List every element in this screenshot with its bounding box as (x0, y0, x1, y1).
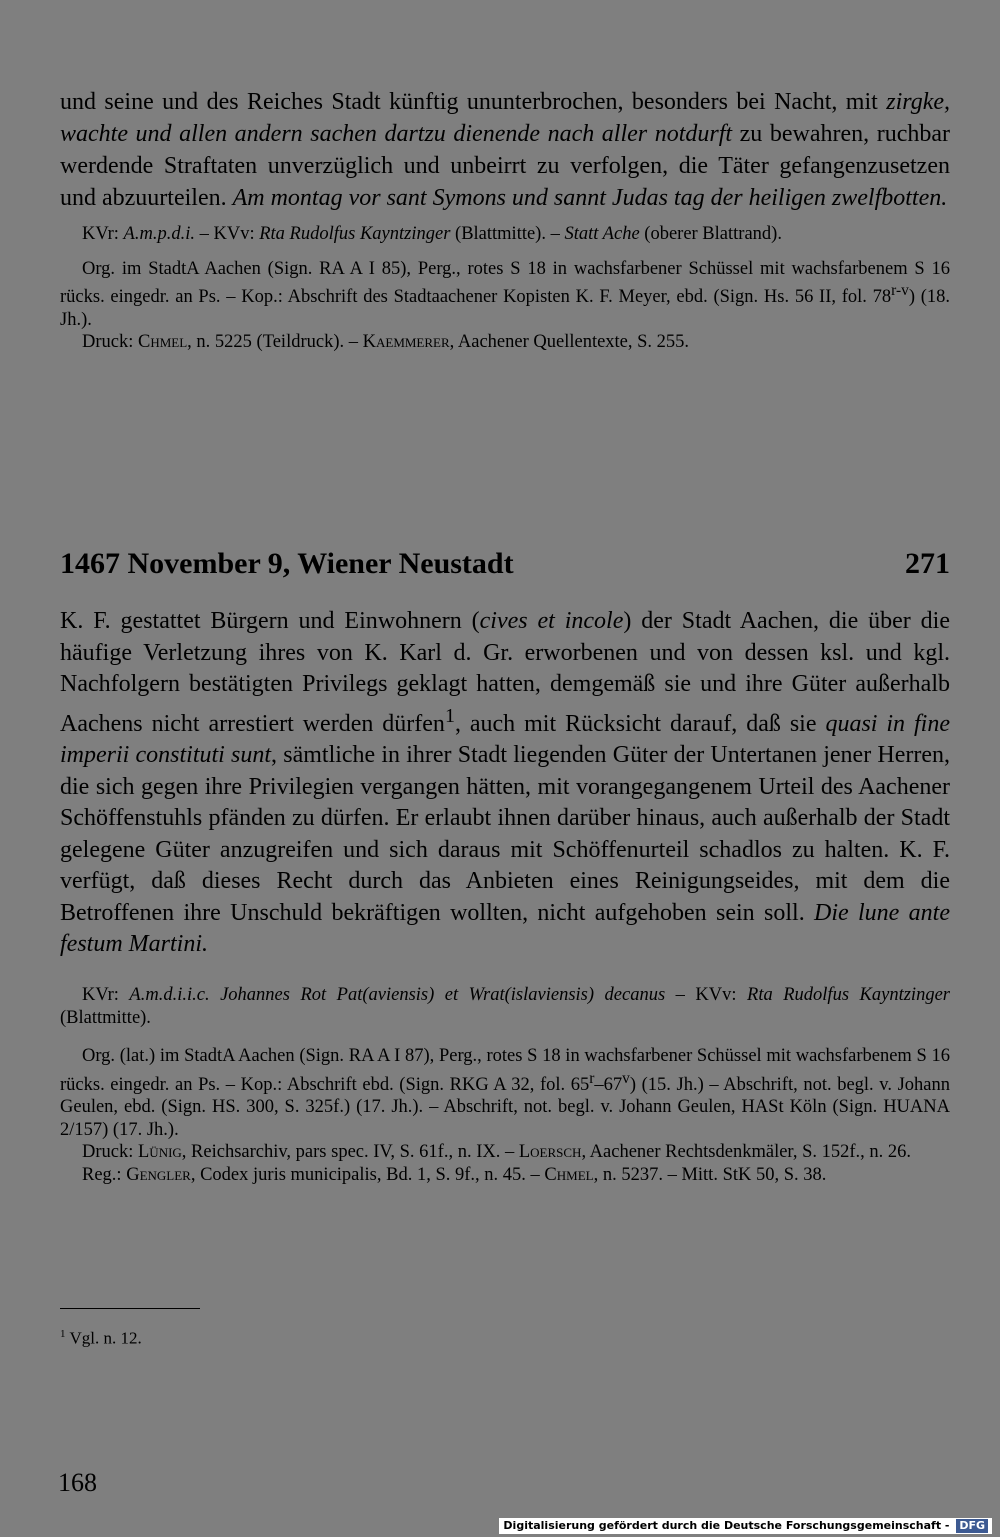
dating-clause: Die lune ante festum Martini. (60, 899, 950, 957)
text-italic: Rta Rudolfus Kayntzinger (259, 224, 451, 244)
superscript: r (589, 1069, 595, 1087)
entry-number: 271 (905, 547, 950, 580)
regest-text (60, 606, 950, 961)
text-span: – KVv: (194, 224, 260, 244)
text-span: ) der Stadt Aachen, die über die häufige Verletzung ihres von K. Karl d. Gr. erworbenen und von dessen ksl. und kgl. Nachfolgern bestätigten Privilegs geklagt hatten, demgemäß sie und ihre Güter außerhalb Aachens nicht arrestiert werden dürfen (60, 608, 950, 737)
text-span: , Reichsarchiv, pars spec. IV, S. 61f., n. IX. – (181, 1142, 519, 1163)
footnote-ref[interactable]: 1 (444, 704, 455, 727)
text-span: und seine und des Reiches Stadt künftig ununterbrochen, besonders bei Nacht, mit (60, 89, 887, 115)
text-span: KVr: (82, 985, 130, 1005)
digitization-credit (499, 1518, 992, 1534)
kanzleivermerk-note (60, 223, 950, 246)
regest-note (60, 1164, 950, 1187)
text-span: , auch mit Rücksicht darauf, daß sie (454, 710, 826, 737)
text-span: , Aachener Quellentexte, S. 255. (449, 332, 690, 353)
author-name: Lünig (138, 1142, 182, 1163)
text-span: , sämtliche in ihrer Stadt liegenden Güter der Untertanen jener Herren, die sich gegen ihre Privilegien vergangen hätten, mit vorangegangenem Urteil des Aachener Schöffenstuhls pfänden zu dürfen. Er erlaubt ihnen darüber hinaus, auch außerhalb der Stadt gelegene Güter anzugreifen und sich daraus mit Schöffenurteil schadlos zu halten. K. F. verfügt, daß dieses Recht durch das Anbieten eines Reinigungseides, mit dem die Betroffenen ihre Unschuld bekräftigen wollten, nicht aufgehoben sein soll. (60, 742, 950, 926)
footnote-text: Vgl. n. 12. (65, 1328, 142, 1348)
text-italic: quasi in fine imperii constituti sunt (60, 710, 950, 768)
text-span: –67 (594, 1074, 623, 1095)
text-span: , n. 5225 (Teildruck). – (187, 332, 363, 353)
footnote-divider (60, 1308, 200, 1309)
author-name: Gengler (126, 1164, 191, 1185)
kanzleivermerk-note (60, 984, 950, 1029)
credit-text: Digitalisierung gefördert durch die Deutsche Forschungsgemeinschaft - (503, 1519, 954, 1532)
author-name: Chmel (138, 332, 188, 353)
text-span: ) (18. Jh.). (60, 287, 950, 330)
text-span: , n. 5237. – Mitt. StK 50, S. 38. (593, 1164, 827, 1185)
footnote (60, 1323, 142, 1350)
text-italic: zirgke, wachte und allen andern sachen dartzu dienende nach aller notdurft (60, 89, 950, 147)
text-span: K. F. gestattet Bürgern und Einwohnern ( (60, 608, 480, 634)
author-name: Loersch (518, 1142, 582, 1163)
footnote-mark: 1 (60, 1328, 66, 1340)
dating-clause: Am montag vor sant Symons und sannt Judas tag der heiligen zwelfbotten. (232, 185, 948, 211)
text-italic: Statt Ache (564, 224, 640, 244)
druck-note (60, 331, 950, 354)
text-span: (Blattmitte). – (450, 224, 565, 244)
text-span: KVr: (82, 224, 124, 244)
text-span: – KVv: (665, 985, 748, 1005)
text-italic: Rta Rudolfus Kayntzinger (747, 985, 950, 1005)
text-italic: A.m.p.d.i. (123, 224, 195, 244)
text-span: (oberer Blattrand). (639, 224, 782, 244)
text-span: , Aachener Rechtsdenkmäler, S. 152f., n. 26. (581, 1142, 912, 1163)
druck-note (60, 1141, 950, 1164)
original-note (60, 258, 950, 332)
text-span: Org. im StadtA Aachen (Sign. RA A I 85), Perg., rotes S 18 in wachsfarbener Schüssel mit wachsfarbenem S 16 rücks. eingedr. an Ps. – Kop.: Abschrift des Stadtaachener Kopisten K. F. Meyer, ebd. (Sign. Hs. 56 II, fol. 78 (60, 258, 950, 308)
text-span: , Codex juris municipalis, Bd. 1, S. 9f., n. 45. – (190, 1164, 545, 1185)
text-span: Druck: (82, 332, 138, 353)
superscript: r-v (891, 282, 909, 299)
text-italic: A.m.d.i.i.c. Johannes Rot Pat(aviensis) et Wrat(islaviensis) decanus (129, 985, 666, 1005)
page-number: 168 (58, 1468, 97, 1497)
previous-entry-text (60, 86, 950, 214)
text-span: zu bewahren, ruchbar werdende Straftaten unverzüglich und unbeirrt zu verfolgen, die Täter gefangenzusetzen und abzuurteilen. (60, 121, 950, 211)
previous-entry (60, 86, 950, 354)
text-span: ) (15. Jh.) – Abschrift, not. begl. v. Johann Geulen, ebd. (Sign. HS. 300, S. 325f.) (17. Jh.). – Abschrift, not. begl. v. Johann Geulen, HASt Köln (Sign. HUANA 2/157) (17. Jh.). (60, 1074, 950, 1140)
text-span: Druck: (82, 1142, 138, 1163)
text-span: Org. (lat.) im StadtA Aachen (Sign. RA A I 87), Perg., rotes S 18 in wachsfarbener Schüssel mit wachsfarbenem S 16 rücks. eingedr. an Ps. – Kop.: Abschrift ebd. (Sign. RKG A 32, fol. 65 (60, 1046, 950, 1095)
original-note (60, 1045, 950, 1141)
text-span: (Blattmitte). (60, 1007, 151, 1028)
entry-heading (60, 546, 950, 582)
superscript: v (622, 1069, 630, 1087)
text-span: Reg.: (82, 1164, 127, 1185)
author-name: Kaemmerer (362, 332, 450, 353)
text-italic: cives et incole (479, 608, 624, 634)
entry-notes (60, 984, 950, 1186)
author-name: Chmel (544, 1164, 594, 1185)
entry-date-place: 1467 November 9, Wiener Neustadt (60, 547, 514, 580)
dfg-logo: DFG (956, 1519, 988, 1533)
